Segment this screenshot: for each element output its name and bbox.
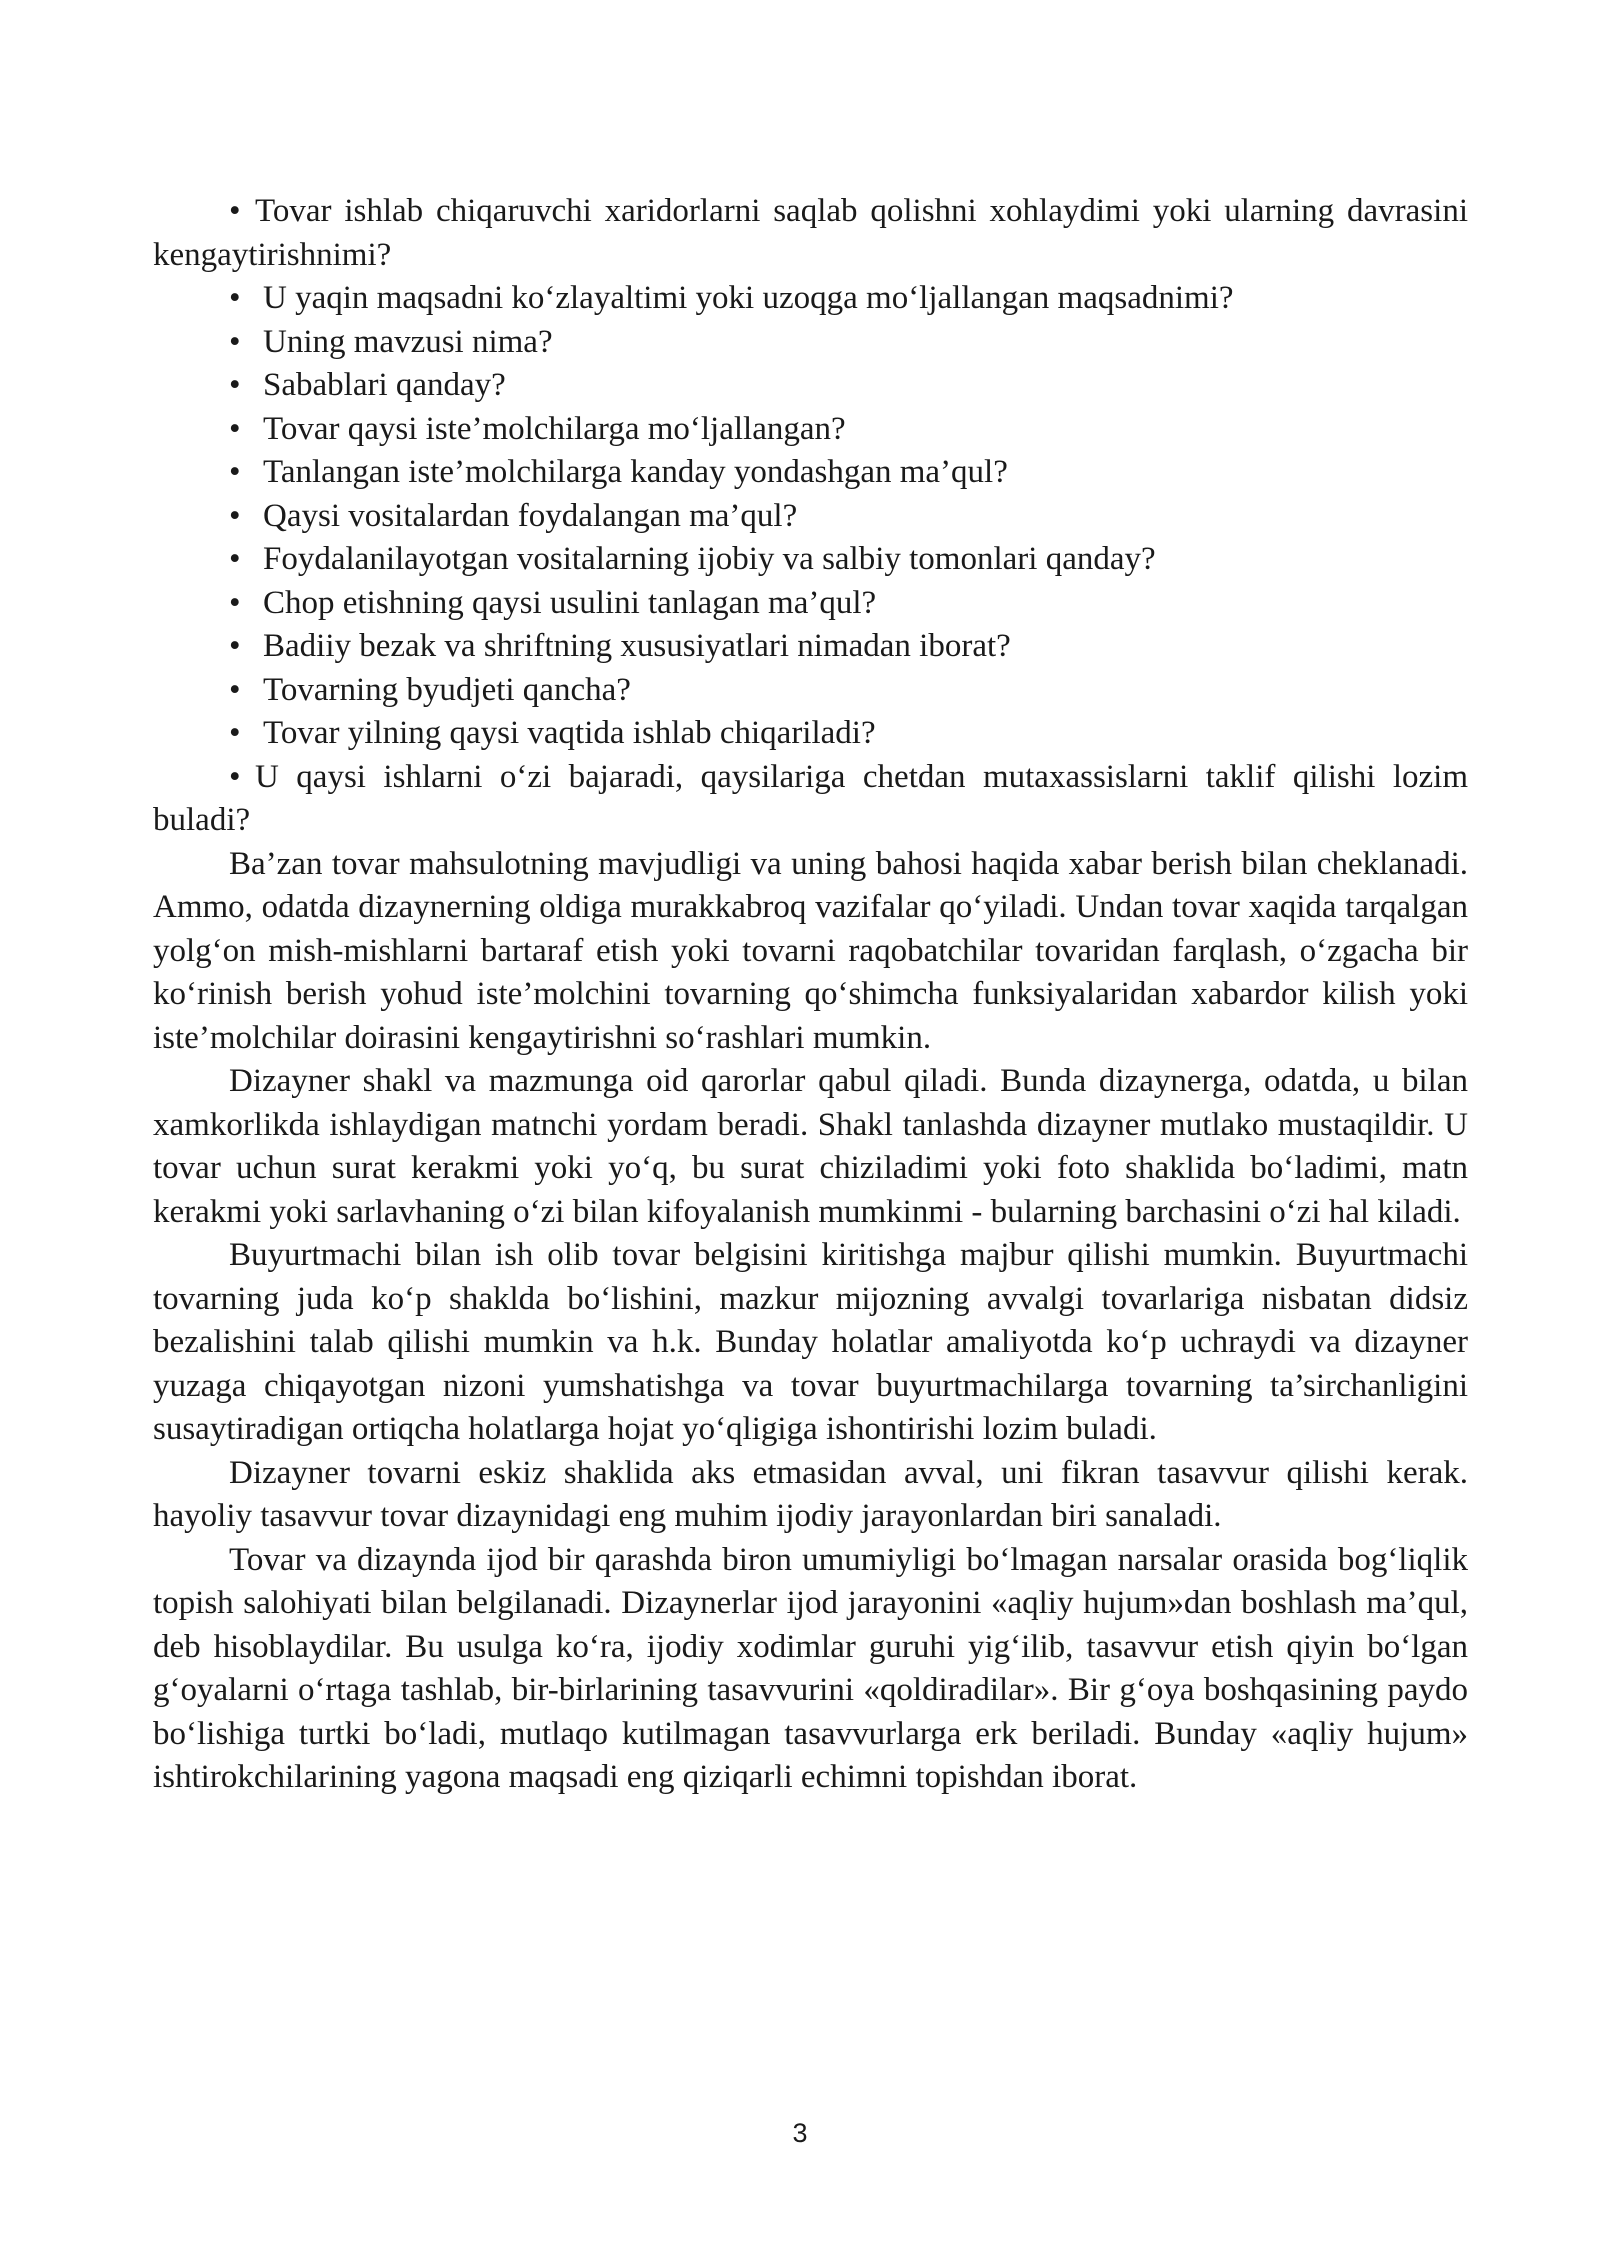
list-item — [153, 582, 1468, 626]
list-item-text: Tovar qaysi iste’molchilarga mo‘ljallangan? — [263, 410, 846, 447]
list-item — [153, 408, 1468, 452]
bullet-marker: • — [229, 715, 241, 751]
list-item-text: U qaysi ishlarni o‘zi bajaradi, qaysilariga chetdan mutaxassislarni taklif qilishi lozim buladi? — [153, 758, 1468, 838]
body-paragraph: Ba’zan tovar mahsulotning mavjudligi va uning bahosi haqida xabar berish bilan cheklanadi. Ammo, odatda dizaynerning oldiga murakkabroq vazifalar qo‘yiladi. Undan tovar xaqida tarqalgan yolg‘on mish-mishlarni bartaraf etish yoki tovarni raqobatchilar tovaridan farqlash, o‘zgacha bir ko‘rinish berish yohud iste’molchini tovarning qo‘shimcha funksiyalaridan xabardor kilish yoki iste’molchilar doirasini kengaytirishni so‘rashlari mumkin. — [153, 845, 1468, 1056]
list-item-text: Qaysi vositalardan foydalangan ma’qul? — [263, 497, 798, 534]
bullet-marker: • — [229, 497, 241, 534]
body-paragraph: Dizayner shakl va mazmunga oid qarorlar qabul qiladi. Bunda dizaynerga, odatda, u bilan xamkorlikda ishlaydigan matnchi yordam beradi. Shakl tanlashda dizayner mutlako mustaqildir. U tovar uchun surat kerakmi yoki yo‘q, bu surat chiziladimi yoki foto shaklida bo‘ladimi, matn kerakmi yoki sarlavhaning o‘zi bilan kifoyalanish mumkinmi - bularning barchasini o‘zi hal kiladi. — [153, 1063, 1468, 1230]
list-item — [153, 277, 1468, 321]
list-item — [153, 712, 1468, 756]
bullet-marker: • — [229, 541, 241, 577]
list-item-text: Badiiy bezak va shriftning xususiyatlari nimadan iborat? — [263, 628, 1011, 664]
body-paragraph: Dizayner tovarni eskiz shaklida aks etmasidan avval, uni fikran tasavvur qilishi kerak. hayoliy tasavvur tovar dizaynidagi eng muhim ijodiy jarayonlardan biri sanaladi. — [153, 1454, 1468, 1534]
list-item-text: Tanlangan iste’molchilarga kanday yondashgan ma’qul? — [263, 454, 1008, 490]
bullet-marker: • — [229, 367, 241, 403]
list-item — [153, 321, 1468, 365]
bullet-marker: • — [229, 454, 241, 490]
bullet-marker: • — [229, 628, 241, 664]
bullet-marker: • — [229, 410, 241, 447]
page-number: 3 — [792, 2118, 808, 2148]
body-paragraph: Tovar va dizaynda ijod bir qarashda biron umumiyligi bo‘lmagan narsalar orasida bog‘liqlik topish salohiyati bilan belgilanadi. Dizaynerlar ijod jarayonini «aqliy hujum»dan boshlash ma’qul, deb hisoblaydilar. Bu usulga ko‘ra, ijodiy xodimlar guruhi yig‘ilib, tasavvur etish qiyin bo‘lgan g‘oyalarni o‘rtaga tashlab, bir-birlarining tasavvurini «qoldiradilar». Bir g‘oya boshqasining paydo bo‘lishiga turtki bo‘ladi, mutlaqo kutilmagan tasavvurlarga erk beriladi. Bunday «aqliy hujum» ishtirokchilarining yagona maqsadi eng qiziqarli echimni topishdan iborat. — [153, 1541, 1468, 1795]
list-item — [153, 625, 1468, 669]
list-item — [153, 669, 1468, 713]
bullet-marker: • — [229, 671, 241, 708]
list-item-text: U yaqin maqsadni ko‘zlayaltimi yoki uzoqga mo‘ljallangan maqsadnimi? — [263, 280, 1234, 316]
list-item — [153, 190, 1468, 277]
list-item-text: Tovar ishlab chiqaruvchi xaridorlarni saqlab qolishni xohlaydimi yoki ularning davrasini kengaytirishnimi? — [153, 193, 1468, 273]
list-item — [153, 495, 1468, 539]
bullet-marker: • — [229, 584, 241, 621]
list-item-text: Tovar yilning qaysi vaqtida ishlab chiqariladi? — [263, 715, 876, 751]
list-item-text: Chop etishning qaysi usulini tanlagan ma’qul? — [263, 584, 877, 621]
list-item-text: Uning mavzusi nima? — [263, 323, 553, 360]
bullet-marker: • — [229, 758, 241, 795]
body-paragraph: Buyurtmachi bilan ish olib tovar belgisini kiritishga majbur qilishi mumkin. Buyurtmachi tovarning juda ko‘p shaklda bo‘lishini, mazkur mijozning avvalgi tovarlariga nisbatan didsiz bezalishini talab qilishi mumkin va h.k. Bunday holatlar amaliyotda ko‘p uchraydi va dizayner yuzaga chiqayotgan nizoni yumshatishga va tovar buyurtmachilarga tovarning ta’sirchanligini susaytiradigan ortiqcha holatlarga hojat yo‘qligiga ishontirishi lozim buladi. — [153, 1237, 1468, 1447]
list-item-text: Sabablari qanday? — [263, 367, 506, 403]
document-page — [153, 190, 1468, 1800]
list-item — [153, 451, 1468, 495]
list-item-text: Foydalanilayotgan vositalarning ijobiy va salbiy tomonlari qanday? — [263, 541, 1156, 577]
bullet-marker: • — [229, 323, 241, 360]
list-item-text: Tovarning byudjeti qancha? — [263, 671, 631, 708]
list-item — [153, 364, 1468, 408]
list-item — [153, 538, 1468, 582]
bullet-marker: • — [229, 280, 241, 316]
bullet-marker: • — [229, 193, 241, 229]
list-item — [153, 756, 1468, 843]
